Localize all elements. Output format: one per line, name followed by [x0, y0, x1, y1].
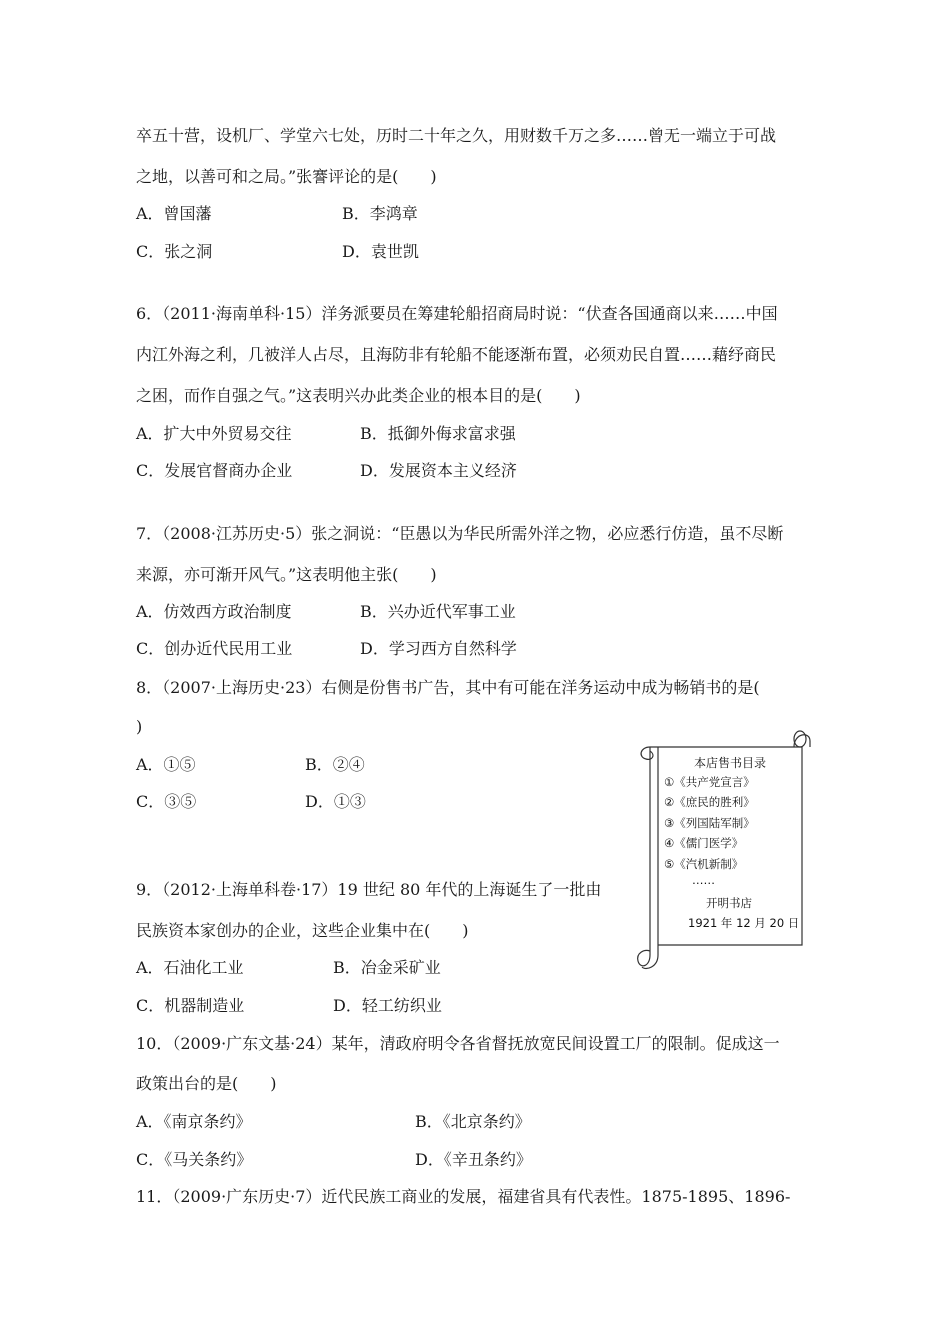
q6-text-line-2: 内江外海之利，几被洋人占尽，且海防非有轮船不能逐渐布置，必须劝民自置……藉纾商民 [136, 345, 777, 364]
q8-option-b[interactable]: B．②④ [305, 755, 365, 774]
q7-option-a[interactable]: A．仿效西方政治制度 [136, 602, 292, 621]
q9-option-d[interactable]: D．轻工纺织业 [333, 996, 442, 1015]
ad-item-2: ②《庶民的胜利》 [664, 795, 755, 809]
q7-option-d[interactable]: D．学习西方自然科学 [360, 639, 517, 658]
q5-option-c[interactable]: C．张之洞 [136, 242, 213, 261]
q5-option-a[interactable]: A．曾国藩 [136, 204, 212, 223]
q5-option-b[interactable]: B．李鸿章 [342, 204, 418, 223]
q7-text-line-2: 来源，亦可渐开风气。”这表明他主张( ) [136, 565, 437, 584]
book-advertisement-scroll [634, 727, 812, 972]
q10-option-c[interactable]: C．《马关条约》 [136, 1150, 253, 1169]
q6-option-c[interactable]: C．发展官督商办企业 [136, 461, 293, 480]
q10-option-b[interactable]: B．《北京条约》 [415, 1112, 531, 1131]
q7-option-b[interactable]: B．兴办近代军事工业 [360, 602, 516, 621]
q5-text-line-2: 之地，以善可和之局。”张謇评论的是( ) [136, 167, 437, 186]
q8-text-line-1: 8．（2007·上海历史·23）右侧是份售书广告，其中有可能在洋务运动中成为畅销书的是( [136, 678, 760, 697]
q10-option-a[interactable]: A．《南京条约》 [136, 1112, 252, 1131]
q9-text-line-2: 民族资本家创办的企业，这些企业集中在( ) [136, 921, 469, 940]
ad-title: 本店售书目录 [694, 756, 767, 770]
ad-date: 1921 年 12 月 20 日 [688, 916, 800, 930]
q9-option-b[interactable]: B．冶金采矿业 [333, 958, 441, 977]
q5-option-d[interactable]: D．袁世凯 [342, 242, 419, 261]
q6-text-line-3: 之困，而作自强之气。”这表明兴办此类企业的根本目的是( ) [136, 386, 581, 405]
q6-text-line-1: 6．（2011·海南单科·15）洋务派要员在筹建轮船招商局时说：“伏查各国通商以来……中国 [136, 304, 778, 323]
q6-option-d[interactable]: D．发展资本主义经济 [360, 461, 517, 480]
q10-text-line-1: 10．（2009·广东文基·24）某年，清政府明令各省督抚放宽民间设置工厂的限制。促成这一 [136, 1034, 780, 1053]
q8-option-d[interactable]: D．①③ [305, 792, 366, 811]
q8-option-c[interactable]: C．③⑤ [136, 792, 197, 811]
ad-item-5: ⑤《汽机新制》 [664, 857, 744, 871]
q8-option-a[interactable]: A．①⑤ [136, 755, 196, 774]
ad-item-3: ③《列国陆军制》 [664, 816, 755, 830]
ad-item-4: ④《儒门医学》 [664, 836, 744, 850]
q7-option-c[interactable]: C．创办近代民用工业 [136, 639, 293, 658]
q5-text-line-1: 卒五十营，设机厂、学堂六七处，历时二十年之久，用财数千万之多……曾无一端立于可战 [136, 126, 777, 145]
q10-option-d[interactable]: D．《辛丑条约》 [415, 1150, 532, 1169]
q6-option-a[interactable]: A．扩大中外贸易交往 [136, 424, 292, 443]
q9-text-line-1: 9．（2012·上海单科卷·17）19 世纪 80 年代的上海诞生了一批由 [136, 880, 602, 899]
ad-shop-name: 开明书店 [706, 896, 752, 910]
q11-text-line-1: 11．（2009·广东历史·7）近代民族工商业的发展，福建省具有代表性。1875-1895、1896- [136, 1187, 791, 1206]
q8-text-line-2: ) [136, 717, 143, 736]
ad-item-1: ①《共产党宣言》 [664, 775, 755, 789]
q9-option-c[interactable]: C．机器制造业 [136, 996, 245, 1015]
q9-option-a[interactable]: A．石油化工业 [136, 958, 244, 977]
ad-ellipsis: …… [692, 873, 715, 887]
q7-text-line-1: 7．（2008·江苏历史·5）张之洞说：“臣愚以为华民所需外洋之物，必应悉行仿造，虽不尽断 [136, 524, 784, 543]
q6-option-b[interactable]: B．抵御外侮求富求强 [360, 424, 516, 443]
q10-text-line-2: 政策出台的是( ) [136, 1074, 277, 1093]
